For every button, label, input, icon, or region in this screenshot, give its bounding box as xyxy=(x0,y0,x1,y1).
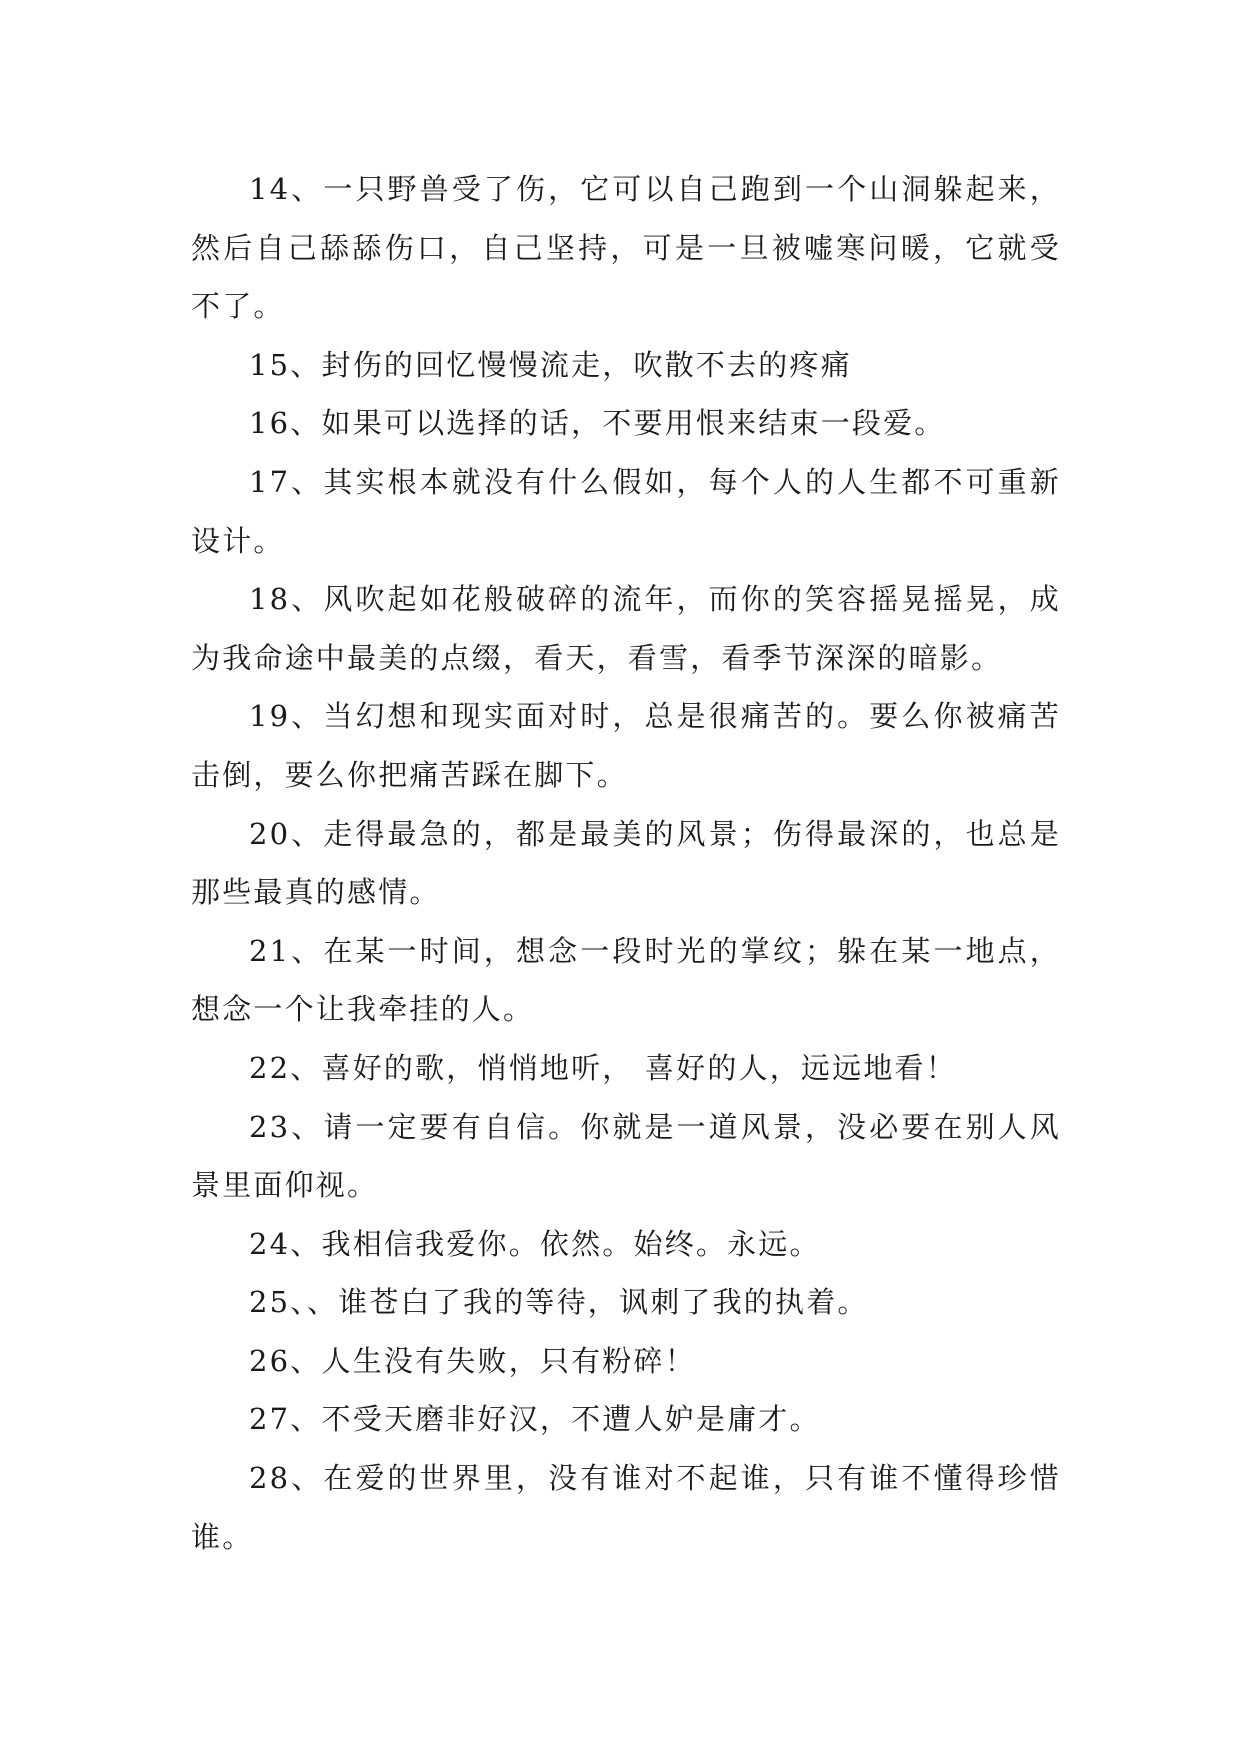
paragraph-16: 16、如果可以选择的话，不要用恨来结束一段爱。 xyxy=(249,406,946,441)
paragraph-17: 17、其实根本就没有什么假如，每个人的人生都不可重新设计。 xyxy=(191,464,1061,558)
paragraph-20: 20、走得最急的，都是最美的风景；伤得最深的，也总是那些最真的感情。 xyxy=(191,816,1061,910)
document-body xyxy=(191,160,1061,1566)
paragraph-23: 23、请一定要有自信。你就是一道风景，没必要在别人风景里面仰视。 xyxy=(191,1109,1061,1203)
paragraph-28: 28、在爱的世界里，没有谁对不起谁，只有谁不懂得珍惜谁。 xyxy=(191,1461,1061,1554)
paragraph-19: 19、当幻想和现实面对时，总是很痛苦的。要么你被痛苦击倒，要么你把痛苦踩在脚下。 xyxy=(191,699,1061,792)
paragraph-15: 15、封伤的回忆慢慢流走，吹散不去的疼痛 xyxy=(249,347,852,382)
paragraph-22: 22、喜好的歌，悄悄地听， 喜好的人，远远地看！ xyxy=(249,1050,957,1085)
paragraph-24: 24、我相信我爱你。依然。始终。永远。 xyxy=(249,1226,821,1261)
paragraph-18: 18、风吹起如花般破碎的流年，而你的笑容摇晃摇晃，成为我命途中最美的点缀，看天，看雪，看季节深深的暗影。 xyxy=(191,582,1061,675)
paragraph-14: 14、一只野兽受了伤，它可以自己跑到一个山洞躲起来，然后自己舔舔伤口，自己坚持，可是一旦被嘘寒问暖，它就受不了。 xyxy=(191,172,1061,324)
paragraph-25: 25、、谁苍白了我的等待，讽刺了我的执着。 xyxy=(249,1285,869,1320)
paragraph-21: 21、在某一时间，想念一段时光的掌纹；躲在某一地点，想念一个让我牵挂的人。 xyxy=(191,933,1061,1027)
paragraph-26: 26、人生没有失败，只有粉碎！ xyxy=(249,1343,696,1378)
paragraph-27: 27、不受天磨非好汉，不遭人妒是庸才。 xyxy=(249,1402,821,1437)
